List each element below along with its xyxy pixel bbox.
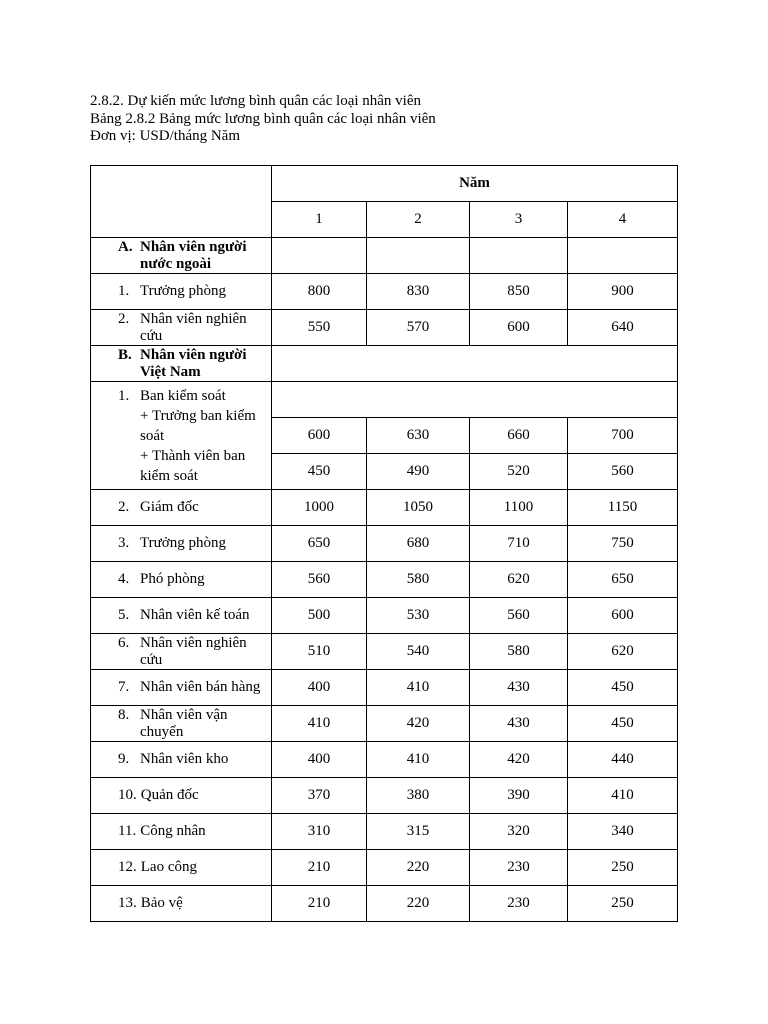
section-b-number: B. (118, 346, 132, 363)
row-number: 13. (118, 895, 137, 911)
cell-value: 450 (568, 706, 678, 742)
section-b-label: Nhân viên người Việt Nam (140, 346, 247, 380)
row-number: 9. (118, 751, 130, 767)
table-row (91, 778, 678, 814)
table-row (91, 742, 678, 778)
document-heading (90, 93, 436, 146)
row-label: Giám đốc (140, 499, 199, 515)
row-label: Phó phòng (140, 571, 205, 587)
table-row (91, 562, 678, 598)
cell-value: 450 (272, 454, 367, 490)
cell-value: 570 (367, 310, 470, 346)
cell-value: 640 (568, 310, 678, 346)
cell-value: 210 (272, 886, 367, 922)
cell-value: 630 (367, 418, 470, 454)
cell-value: 400 (272, 742, 367, 778)
row-label: Lao công (140, 859, 197, 875)
section-a-label: Nhân viên người nước ngoài (140, 238, 247, 272)
cell-value: 540 (367, 634, 470, 670)
row-label: Công nhân (140, 823, 206, 839)
cell-value: 1150 (568, 490, 678, 526)
row-label: Nhân viên kế toán (140, 607, 250, 623)
row-label: Trưởng phòng (140, 535, 226, 551)
section-a-number: A. (118, 238, 133, 255)
table-row (91, 526, 678, 562)
cell-value: 660 (470, 418, 568, 454)
row-label: Trưởng phòng (140, 283, 226, 299)
cell-value: 220 (367, 886, 470, 922)
cell-value: 230 (470, 886, 568, 922)
cell-value: 500 (272, 598, 367, 634)
cell-value: 700 (568, 418, 678, 454)
row-number: 11. (118, 823, 137, 839)
salary-table (90, 165, 678, 922)
cell-value: 410 (568, 778, 678, 814)
cell-value: 390 (470, 778, 568, 814)
cell-value: 560 (470, 598, 568, 634)
section-title: 2.8.2. Dự kiến mức lương bình quân các loại nhân viên (90, 93, 421, 109)
row-number: 1. (118, 387, 130, 404)
cell-value: 410 (272, 706, 367, 742)
table-row (91, 490, 678, 526)
cell-value: 420 (367, 706, 470, 742)
cell-value: 450 (568, 670, 678, 706)
cell-value: 560 (272, 562, 367, 598)
cell-value: 830 (367, 274, 470, 310)
year-header: Năm (272, 166, 678, 202)
cell-value: 550 (272, 310, 367, 346)
unit-line: Đơn vị: USD/tháng Năm (90, 128, 241, 144)
table-row (91, 310, 678, 346)
cell-value: 620 (568, 634, 678, 670)
cell-value: 600 (568, 598, 678, 634)
cell-value: 250 (568, 886, 678, 922)
header-empty-cell (91, 166, 272, 238)
cell-value: 520 (470, 454, 568, 490)
row-label: Nhân viên kho (140, 751, 229, 767)
cell-value: 420 (470, 742, 568, 778)
header-row-year (91, 166, 678, 202)
cell-value: 600 (272, 418, 367, 454)
cell-value: 210 (272, 850, 367, 886)
cell-value: 230 (470, 850, 568, 886)
cell-value: 310 (272, 814, 367, 850)
table-row (91, 886, 678, 922)
cell-value: 430 (470, 670, 568, 706)
table-row (91, 274, 678, 310)
cell-value: 410 (367, 742, 470, 778)
cell-value: 220 (367, 850, 470, 886)
control-board-head-label: + Trưởng ban kiểm soát (140, 407, 256, 444)
control-board-label: Ban kiểm soát (140, 387, 226, 404)
section-b-row (91, 346, 678, 382)
table-row (91, 634, 678, 670)
cell-value: 380 (367, 778, 470, 814)
row-number: 2. (118, 499, 130, 515)
section-a-row (91, 238, 678, 274)
row-number: 12. (118, 859, 137, 875)
cell-value: 1050 (367, 490, 470, 526)
cell-value: 440 (568, 742, 678, 778)
cell-value: 400 (272, 670, 367, 706)
table-row (91, 598, 678, 634)
cell-value: 800 (272, 274, 367, 310)
cell-value: 530 (367, 598, 470, 634)
year-1-header: 1 (272, 202, 367, 238)
cell-value: 510 (272, 634, 367, 670)
row-number: 10. (118, 787, 137, 803)
cell-value: 1000 (272, 490, 367, 526)
cell-value: 430 (470, 706, 568, 742)
cell-value: 1100 (470, 490, 568, 526)
year-4-header: 4 (568, 202, 678, 238)
control-board-row (91, 382, 678, 418)
row-number: 8. (118, 706, 130, 723)
cell-value: 710 (470, 526, 568, 562)
table-row (91, 814, 678, 850)
year-3-header: 3 (470, 202, 568, 238)
cell-value: 250 (568, 850, 678, 886)
row-label: Quản đốc (140, 787, 199, 803)
row-number: 5. (118, 607, 130, 623)
cell-value: 580 (367, 562, 470, 598)
cell-value: 490 (367, 454, 470, 490)
row-label: Nhân viên bán hàng (140, 679, 261, 695)
cell-value: 410 (367, 670, 470, 706)
row-number: 6. (118, 634, 130, 651)
table-row (91, 670, 678, 706)
cell-value: 850 (470, 274, 568, 310)
cell-value: 620 (470, 562, 568, 598)
table-caption: Bảng 2.8.2 Bảng mức lương bình quân các loại nhân viên (90, 110, 436, 127)
table-row (91, 850, 678, 886)
row-number: 7. (118, 679, 130, 695)
row-label: Nhân viên nghiên cứu (140, 634, 247, 668)
cell-value: 340 (568, 814, 678, 850)
table-row (91, 706, 678, 742)
cell-value: 900 (568, 274, 678, 310)
row-number: 3. (118, 535, 130, 551)
control-board-member-label: + Thành viên ban kiểm soát (140, 447, 246, 484)
row-label: Nhân viên nghiên cứu (140, 310, 247, 344)
cell-value: 680 (367, 526, 470, 562)
row-number: 2. (118, 310, 130, 327)
cell-value: 315 (367, 814, 470, 850)
cell-value: 650 (568, 562, 678, 598)
cell-value: 600 (470, 310, 568, 346)
row-number: 1. (118, 283, 130, 299)
cell-value: 750 (568, 526, 678, 562)
cell-value: 560 (568, 454, 678, 490)
year-2-header: 2 (367, 202, 470, 238)
row-number: 4. (118, 571, 130, 587)
cell-value: 320 (470, 814, 568, 850)
row-label: Bảo vệ (140, 895, 183, 911)
cell-value: 650 (272, 526, 367, 562)
cell-value: 580 (470, 634, 568, 670)
cell-value: 370 (272, 778, 367, 814)
row-label: Nhân viên vận chuyển (140, 706, 228, 740)
